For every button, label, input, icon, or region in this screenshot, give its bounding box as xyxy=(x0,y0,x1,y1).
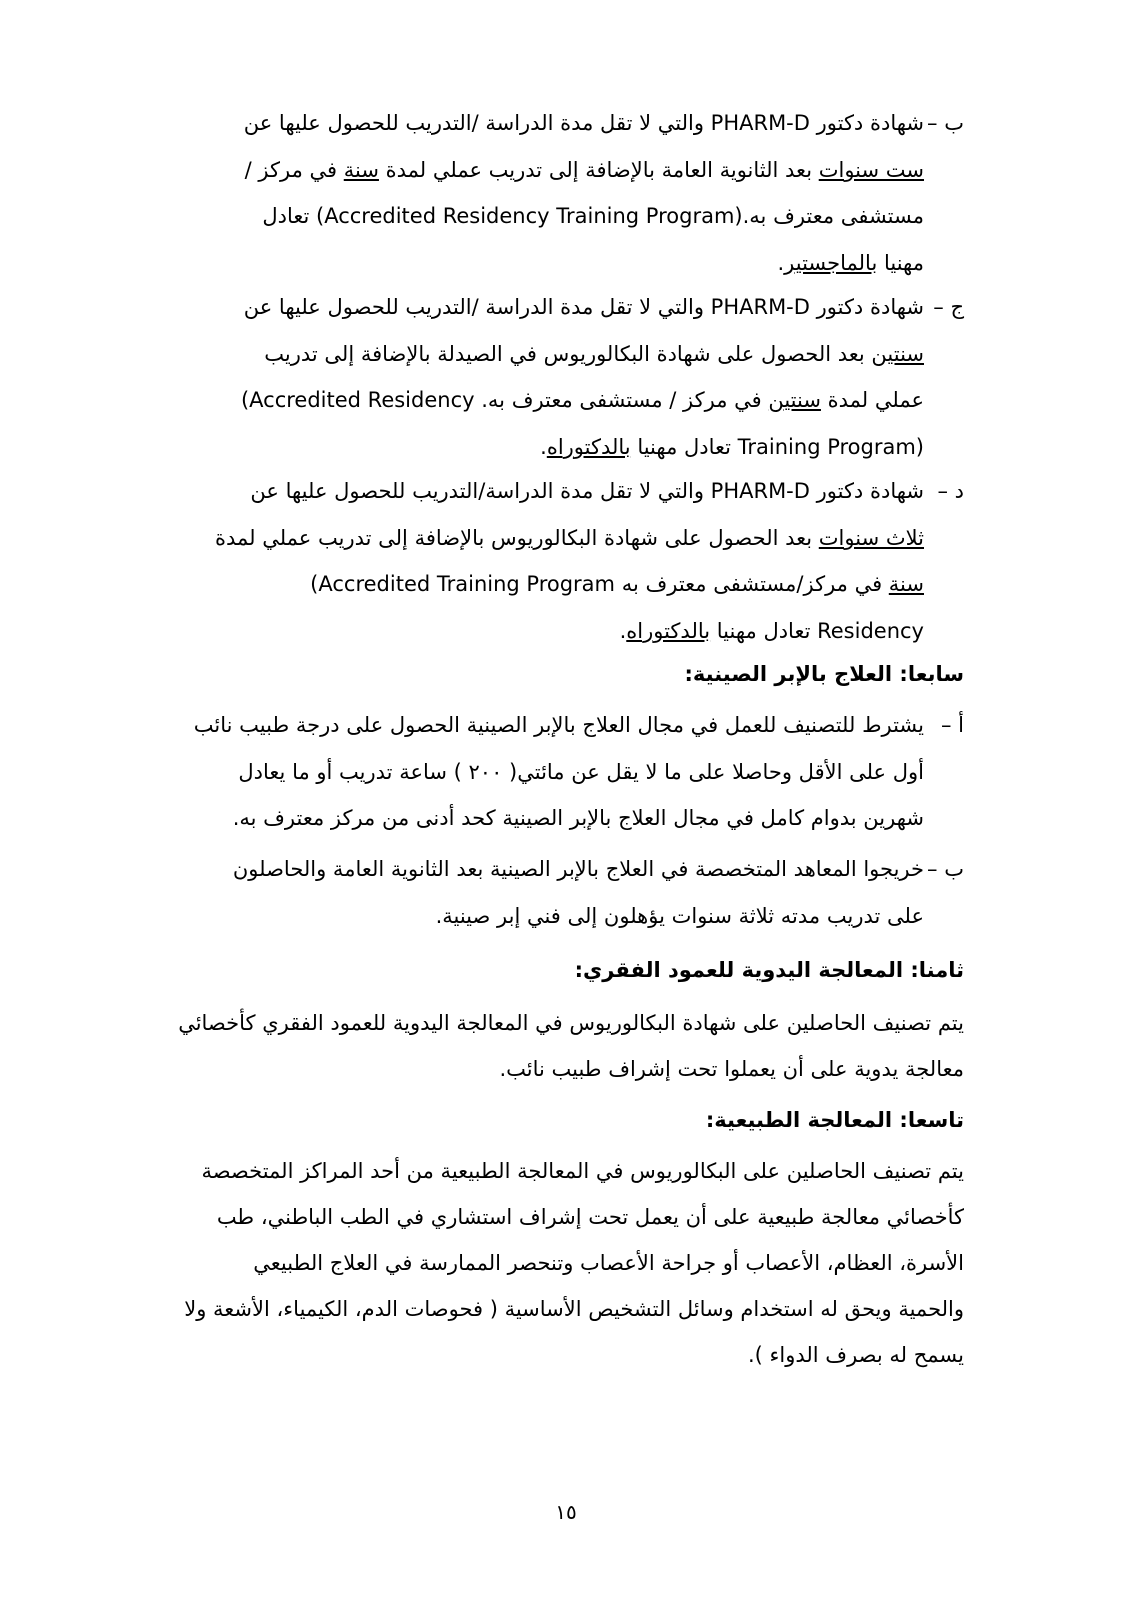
text-run: تعادل مهنيا xyxy=(710,618,818,643)
physiotherapy-paragraph xyxy=(172,1148,964,1378)
text-run: بعد الحصول على شهادة البكالوريوس بالإضافة إلى تدريب عملي لمدة xyxy=(214,525,819,550)
paragraph-line: الأسرة، العظام، الأعصاب أو جراحة الأعصاب وتنحصر الممارسة في العلاج الطبيعي xyxy=(253,1251,964,1275)
text-run: في مركز / مستشفى معترف به. xyxy=(481,388,769,412)
text-run: . xyxy=(540,434,547,459)
item-marker: ج – xyxy=(933,295,964,319)
item-line xyxy=(172,561,964,608)
text-run: في مركز/مستشفى معترف به xyxy=(621,572,889,596)
underlined-term: سنتين xyxy=(871,341,924,366)
underlined-term: بالدكتوراه xyxy=(626,618,711,643)
section-heading-acupuncture: سابعا: العلاج بالإبر الصينية: xyxy=(684,662,964,686)
item-line: خريجوا المعاهد المتخصصة في العلاج بالإبر الصينية بعد الثانوية العامة والحاصلون xyxy=(232,857,924,881)
item-line xyxy=(172,193,964,240)
paragraph-line: يتم تصنيف الحاصلين على البكالوريوس في المعالجة الطبيعية من أحد المراكز المتخصصة xyxy=(201,1159,964,1183)
text-run: . xyxy=(619,618,627,643)
underlined-term: سنة xyxy=(343,157,379,182)
underlined-term: بالدكتوراه xyxy=(546,434,631,459)
english-term: (Accredited Training Program xyxy=(310,572,616,596)
paragraph-line: والحمية ويحق له استخدام وسائل التشخيص الأساسية ( فحوصات الدم، الكيمياء، الأشعة ولا xyxy=(184,1297,964,1321)
item-line: على تدريب مدته ثلاثة سنوات يؤهلون إلى فني إبر صينية. xyxy=(435,903,924,928)
text-run: في مركز / xyxy=(244,157,344,182)
underlined-term: سنتين xyxy=(768,388,821,412)
item-line xyxy=(172,424,964,471)
item-line xyxy=(172,377,964,424)
paragraph-line: كأخصائي معالجة طبيعية على أن يعمل تحت إشراف استشاري في الطب الباطني، طب xyxy=(216,1205,964,1229)
text-run: مستشفى معترف به. xyxy=(742,204,924,228)
text-run: بعد الحصول على شهادة البكالوريوس في الصيدلة بالإضافة إلى تدريب xyxy=(264,341,872,366)
paragraph-line: يسمح له بصرف الدواء ). xyxy=(747,1343,964,1367)
text-run: بعد الثانوية العامة بالإضافة إلى تدريب عملي لمدة xyxy=(378,157,819,182)
item-marker: ب – xyxy=(927,857,964,881)
text-run: تعادل xyxy=(262,204,317,228)
pharmd-item-c xyxy=(172,284,964,470)
item-line xyxy=(172,331,964,378)
acupuncture-item-b xyxy=(172,846,964,939)
section-heading-physiotherapy: تاسعا: المعالجة الطبيعية: xyxy=(705,1108,964,1132)
spinal-manipulation-paragraph xyxy=(172,1000,964,1092)
text-run: تعادل مهنيا xyxy=(630,434,738,459)
item-line: شهادة دكتور PHARM-D والتي لا تقل مدة الدراسة/التدريب للحصول عليها عن xyxy=(250,479,924,503)
underlined-term: بالماجستير xyxy=(784,250,878,275)
paragraph-line: يتم تصنيف الحاصلين على شهادة البكالوريوس في المعالجة اليدوية للعمود الفقري كأخصائي xyxy=(178,1011,964,1035)
english-term: Training Program) xyxy=(737,434,924,459)
item-marker: ب – xyxy=(927,111,964,135)
paragraph-line: معالجة يدوية على أن يعملوا تحت إشراف طبيب نائب. xyxy=(499,1057,964,1081)
pharmd-item-b xyxy=(172,100,964,286)
item-line xyxy=(172,608,964,655)
underlined-term: ست سنوات xyxy=(818,157,924,182)
underlined-term: سنة xyxy=(888,572,924,596)
item-line: شهادة دكتور PHARM-D والتي لا تقل مدة الدراسة /التدريب للحصول عليها عن xyxy=(243,295,924,319)
item-line: شهادة دكتور PHARM-D والتي لا تقل مدة الدراسة /التدريب للحصول عليها عن xyxy=(243,111,924,135)
english-term: Residency xyxy=(817,618,924,643)
item-marker: د – xyxy=(937,479,964,503)
item-line xyxy=(172,515,964,562)
item-line: أول على الأقل وحاصلا على ما لا يقل عن مائتي( ٢٠٠ ) ساعة تدريب أو ما يعادل xyxy=(238,759,924,784)
item-line xyxy=(172,240,964,287)
item-marker: أ – xyxy=(940,713,964,737)
item-line: شهرين بدوام كامل في مجال العلاج بالإبر الصينية كحد أدنى من مركز معترف به. xyxy=(232,806,924,830)
pharmd-item-d xyxy=(172,468,964,654)
underlined-term: ثلاث سنوات xyxy=(818,525,924,550)
text-run: عملي لمدة xyxy=(820,388,924,412)
item-line: يشترط للتصنيف للعمل في مجال العلاج بالإبر الصينية الحصول على درجة طبيب نائب xyxy=(193,713,924,737)
text-run: . xyxy=(777,250,785,275)
english-term: (Accredited Residency xyxy=(240,388,475,412)
section-heading-spinal-manipulation: ثامنا: المعالجة اليدوية للعمود الفقري: xyxy=(574,958,964,982)
acupuncture-item-a xyxy=(172,702,964,842)
item-line xyxy=(172,147,964,194)
page-number: ١٥ xyxy=(555,1500,577,1524)
text-run: مهنيا xyxy=(877,250,924,275)
english-term: (Accredited Residency Training Program) xyxy=(316,204,743,228)
